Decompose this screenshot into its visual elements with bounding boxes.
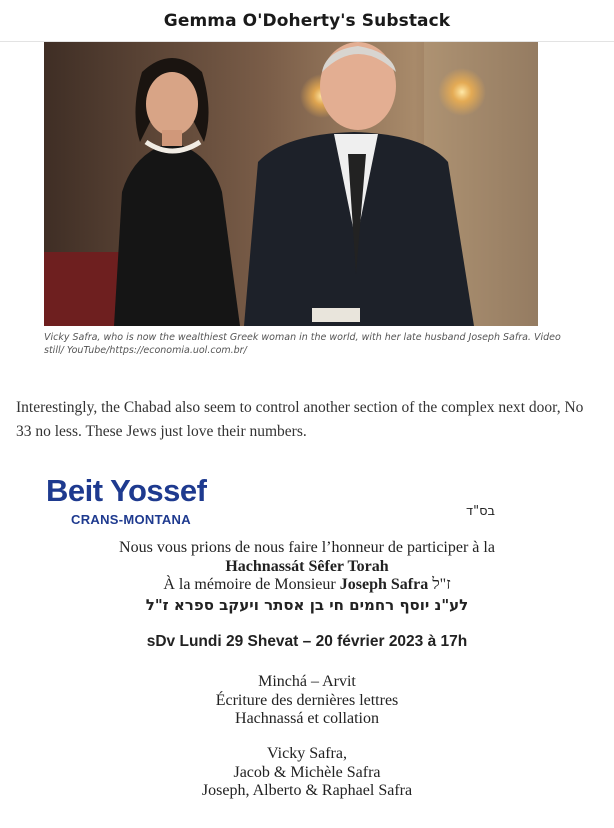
invitation-line-1: Nous vous prions de nous faire l’honneur de participer à la <box>119 539 495 556</box>
invitation-honoree-name: Joseph Safra <box>339 576 429 593</box>
invitation-brand-sub: CRANS-MONTANA <box>71 512 191 527</box>
host-line: Vicky Safra, <box>267 745 347 762</box>
photo-caption: Vicky Safra, who is now the wealthiest Greek woman in the world, with her late husband Joseph Safra. Video still/ YouTube/https://economia.uol.com.br/ <box>44 332 561 356</box>
program-item: Hachnassá et collation <box>235 710 379 727</box>
host-line: Joseph, Alberto & Raphael Safra <box>201 782 413 799</box>
invitation-bsd: בס"ד <box>466 504 496 519</box>
invitation-line-3-prefix: À la mémoire de Monsieur <box>163 576 340 593</box>
invitation-program <box>0 673 614 729</box>
program-item: Minchá – Arvit <box>258 673 356 690</box>
host-line: Jacob & Michèle Safra <box>233 763 381 781</box>
invitation-brand: Beit Yossef <box>46 473 207 508</box>
program-item: Écriture des dernières lettres <box>215 691 399 709</box>
invitation-line-3-suffix: ז"ל <box>428 576 451 593</box>
publication-header <box>0 0 614 42</box>
invitation-date: sDv Lundi 29 Shevat – 20 février 2023 à 17h <box>146 633 468 650</box>
invitation-line-2: Hachnassát Sêfer Torah <box>225 558 389 575</box>
invitation-image[interactable] <box>0 464 614 828</box>
invitation-line-3 <box>0 576 614 594</box>
invitation-hosts <box>0 745 614 801</box>
article-paragraph: Interestingly, the Chabad also seem to control another section of the complex next door, No 33 no less. These Jews just love their numbers. <box>16 399 584 440</box>
photo-illustration <box>44 42 538 326</box>
invitation-hebrew-line: לע"נ יוסף רחמים חי בן אסתר ויעקב ספרא ז"ל <box>145 596 469 614</box>
article-photo[interactable] <box>44 42 538 326</box>
publication-title[interactable]: Gemma O'Doherty's Substack <box>163 10 451 31</box>
